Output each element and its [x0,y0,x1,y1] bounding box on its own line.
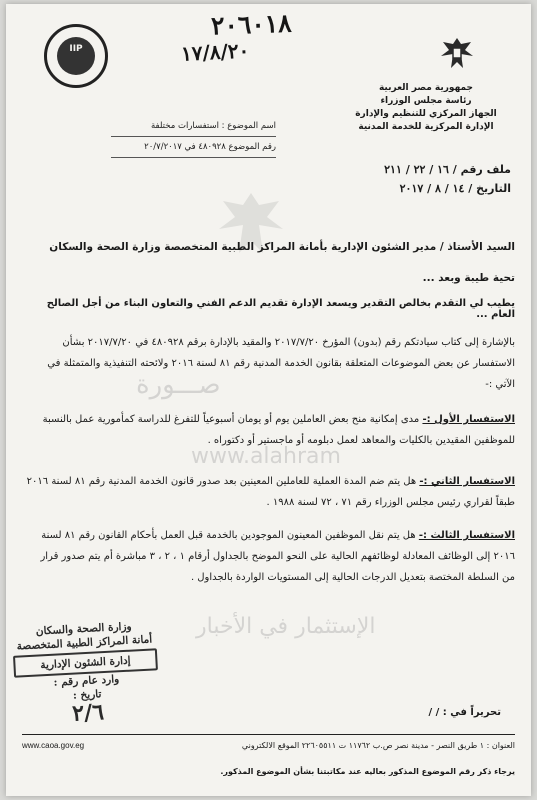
date-value: ١٤ / ٨ / ٢٠١٧ [399,182,465,195]
website-link[interactable]: www.caoa.gov.eg [22,741,85,750]
incoming-stamp [11,618,160,727]
header-line: الإدارة المركزية للخدمة المدنية [358,122,494,132]
question-text: هل يتم نقل الموظفين المعينون الموجودين بالخدمة قبل العمل بأحكام القانون رقم ٨١ لسنة ٢٠١٦ إلى الوظائف المعادلة لوظائفهم الحالية على النحو الموضح بالجداول أرقام ١ ، ٢ ، ٣ مباشرة أم يتم صدور قرار من السلطة المختصة بتعديل الدرجات الحالية إلى المستويات الواردة بالجداول . [40,530,515,583]
footer-address: العنوان : ١ طريق النصر - مدينة نصر ص.ب ١١٧٦٢ ت ٢٢٦٠٥٥١١ الموقع الالكتروني [241,741,515,750]
header-line: رئاسة مجلس الوزراء [380,96,472,106]
footer-note: يرجاء ذكر رقم الموضوع المذكور بعاليه عند مكاتبتنا بشأن الموضوع المذكور. [220,767,515,776]
question-2 [25,471,515,513]
written-date: تحريراً في : / / [428,707,501,718]
watermark-slogan: الإستثمار في الأخبار [196,614,376,639]
intro-line: يطيب لي التقدم بخالص التقدير ويسعد الإدارة تقديم الدعم الفني والتعاون البناء من أجل الصالح العام ... [46,298,515,320]
reference-block [384,160,511,198]
stamp-line: وزارة الصحة والسكان [35,620,132,638]
question-text: هل يتم ضم المدة العملية للعاملين المعينين بعد صدور قانون الخدمة المدنية رقم ٨١ لسنة ٢٠١٦ طبقاً لقراري رئيس مجلس الوزراء رقم ٧١ ، ٧٢ لسنة ١٩٨٨ . [26,476,515,508]
subject-box [111,116,276,158]
question-text: مدى إمكانية منح بعض العاملين يوم أو يومان أسبوعياً للتفرغ للدراسة كمأمورية عمل بالنسبة للموظفين المقيدين بالكليات والمعاهد لعمل دبلومه أو ماجستير أو دكتوراه . [42,414,515,446]
question-1 [25,409,515,451]
handwritten-signature: ٢/٦ [71,699,105,727]
stamp-date: تاريخ : [72,688,102,702]
agency-logo [44,24,108,88]
footer-divider [22,734,515,735]
subject-name: اسم الموضوع : استفسارات مختلفة [111,116,276,137]
eagle-emblem-icon [437,34,477,74]
stamp-incoming: وارد عام رقم : [53,673,120,689]
question-label: الاستفسار الأول :- [422,414,515,425]
government-header [341,82,511,134]
handwritten-number: ٢٠٦٠١٨ [210,8,293,41]
header-line: الجهاز المركزي للتنظيم والإدارة [355,109,497,119]
file-label: ملف رقم / [452,163,511,176]
file-value: ١٦ / ٢٢ / ٢١١ [384,163,449,176]
watermark-url: www.alahram [191,444,341,469]
stamp-line: أمانة المراكز الطبية المتخصصة [16,633,153,653]
stamp-line: إدارة الشئون الإدارية [13,648,158,678]
handwritten-date: ١٧/٨/٢٠ [180,38,250,66]
subject-number: رقم الموضوع ٤٨٠٩٢٨ في ٢٠/٧/٢٠١٧ [111,137,276,158]
letter-page [6,4,531,796]
logo-label: IIP [69,44,83,54]
reference-paragraph: بالإشارة إلى كتاب سيادتكم رقم (بدون) المؤرخ ٢٠١٧/٧/٢٠ والمقيد بالإدارة برقم ٤٨٠٩٢٨ في ٢٠١٧/٧/٢٠ بشأن الاستفسار عن بعض الموضوعات المتعلقة بقانون الخدمة المدنية رقم ٨١ لسنة ٢٠١٦ ولائحته التنفيذية والمتمثلة في الآتي :- [47,337,515,390]
header-line: جمهورية مصر العربية [378,83,474,93]
question-label: الاستفسار الثاني :- [419,476,515,487]
watermark-text: صـــورة [136,370,221,400]
date-label: التاريخ / [468,182,511,195]
addressee: السيد الأستاذ / مدير الشئون الإدارية بأمانة المراكز الطبية المتخصصة وزارة الصحة والسكان [49,241,515,253]
question-label: الاستفسار الثالث :- [418,530,515,541]
question-3 [25,525,515,588]
greeting: تحية طيبة وبعد ... [422,272,515,284]
